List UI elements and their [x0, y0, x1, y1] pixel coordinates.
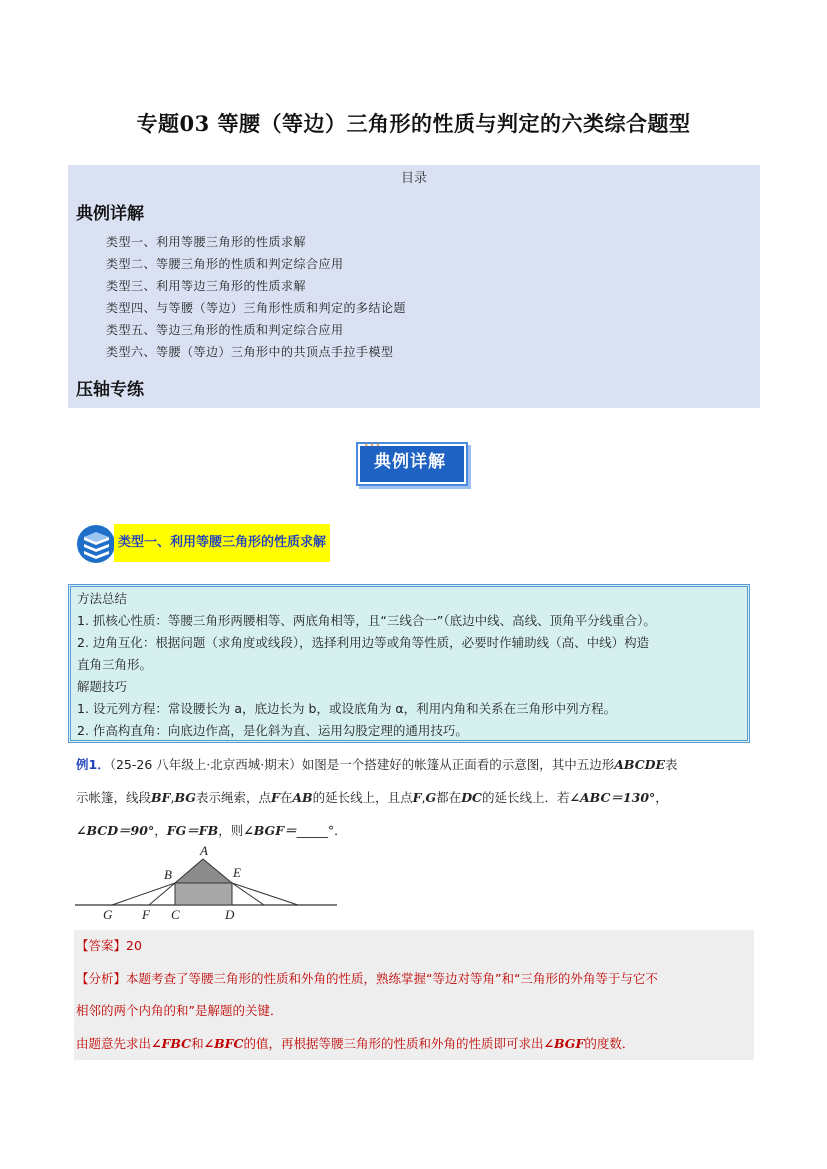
- example-line-1: [76, 748, 756, 781]
- example-text: °．: [327, 823, 347, 838]
- math-expr: ∠FBC: [151, 1036, 192, 1051]
- method-line: 2. 作高构直角：向底边作高，是化斜为直、运用勾股定理的通用技巧。: [77, 723, 468, 738]
- example-text: 都在: [436, 790, 462, 805]
- analysis-line: 【分析】本题考查了等腰三角形的性质和外角的性质，熟练掌握“等边对等角”和“三角形的外角等于与它不: [76, 971, 658, 986]
- math-expr: F: [270, 790, 280, 805]
- books-stack-icon: [76, 524, 116, 564]
- banner-title: 典例详解: [374, 452, 446, 472]
- example-text: ，则: [218, 823, 244, 838]
- example-line-2: [76, 781, 756, 814]
- toc-heading: 目录: [400, 171, 427, 186]
- method-line: 解题技巧: [77, 679, 128, 694]
- point-label-b: B: [164, 867, 172, 882]
- analysis-line: 相邻的两个内角的和”是解题的关键．: [76, 1003, 283, 1018]
- method-summary-box: [68, 584, 750, 743]
- math-expr: ∠ABC＝130°: [569, 790, 656, 805]
- toc-section-practice[interactable]: 压轴专练: [76, 380, 144, 400]
- toc-item-type6[interactable]: 类型六、等腰（等边）三角形中的共顶点手拉手模型: [106, 345, 394, 359]
- example-1: [76, 748, 756, 847]
- point-label-g: G: [103, 907, 113, 922]
- toc-item-type2[interactable]: 类型二、等腰三角形的性质和判定综合应用: [106, 257, 344, 271]
- example-text: 在: [279, 790, 293, 805]
- method-line: 2. 边角互化：根据问题（求角度或线段），选择利用边等或角等性质，必要时作辅助线（高、中线）构造: [77, 635, 650, 650]
- method-line: 方法总结: [77, 591, 128, 606]
- answer-blank: _____: [296, 823, 328, 838]
- example-text: ，: [655, 790, 668, 805]
- math-expr: ∠BGF: [543, 1036, 585, 1051]
- rope-e-far: [232, 883, 298, 905]
- math-expr: ∠BFC: [203, 1036, 244, 1051]
- math-expr: DC: [461, 790, 482, 805]
- toc-item-type5[interactable]: 类型五、等边三角形的性质和判定综合应用: [106, 323, 344, 337]
- answer-analysis-box: [74, 930, 754, 1060]
- answer-value: 20: [126, 938, 142, 953]
- tent-diagram: [72, 843, 338, 923]
- example-text: 的延长线上，且点: [312, 790, 413, 805]
- point-label-e: E: [233, 865, 241, 880]
- point-label-c: C: [171, 907, 180, 922]
- example-text: 的延长线上．若: [481, 790, 570, 805]
- math-expr: G: [425, 790, 437, 805]
- example-text: ，: [154, 823, 167, 838]
- analysis-line: [76, 1034, 634, 1052]
- rope-e-right: [232, 883, 264, 905]
- toc-item-type3[interactable]: 类型三、利用等边三角形的性质求解: [106, 279, 307, 293]
- rope-bf: [149, 883, 175, 905]
- page-title: 专题03 等腰（等边）三角形的性质与判定的六类综合题型: [136, 111, 691, 136]
- point-label-f: F: [142, 907, 150, 922]
- tent-roof: [175, 859, 232, 883]
- analysis-text: 的度数．: [584, 1036, 635, 1051]
- math-expr: BF: [151, 790, 171, 805]
- method-line: 1. 设元列方程：常设腰长为 a，底边长为 b，或设底角为 α，利用内角和关系在三角形中列方程。: [77, 701, 617, 716]
- example-number: 例1．: [76, 757, 110, 772]
- method-line: 直角三角形。: [77, 657, 153, 672]
- math-expr: AB: [292, 790, 313, 805]
- point-label-a: A: [200, 843, 208, 858]
- math-expr: ∠BGF＝: [243, 823, 297, 838]
- math-expr: BG: [174, 790, 196, 805]
- answer-label: 【答案】: [76, 938, 127, 953]
- example-text: ,: [421, 790, 426, 805]
- math-expr: ABCDE: [614, 757, 666, 772]
- section-banner: [358, 441, 466, 483]
- example-text: （25-26 八年级上·北京西城·期末）如图是一个搭建好的帐篷从正面看的示意图，其中五边形: [109, 757, 615, 772]
- banner-dots: •••: [364, 441, 382, 450]
- point-label-d: D: [225, 907, 235, 922]
- example-text: ,: [170, 790, 175, 805]
- type1-heading: 类型一、利用等腰三角形的性质求解: [114, 524, 330, 562]
- toc-item-type4[interactable]: 类型四、与等腰（等边）三角形性质和判定的多结论题: [106, 301, 407, 315]
- analysis-text: 由题意先求出: [76, 1036, 152, 1051]
- analysis-text: 的值，再根据等腰三角形的性质和外角的性质即可求出: [243, 1036, 544, 1051]
- example-text: 示帐篷，线段: [76, 790, 152, 805]
- example-text: 表示绳索，点: [195, 790, 271, 805]
- rope-bg: [112, 883, 175, 905]
- tent-body: [175, 883, 232, 905]
- answer-line: [76, 936, 142, 954]
- toc-section-examples[interactable]: 典例详解: [76, 204, 144, 224]
- math-expr: FG＝FB: [166, 823, 219, 838]
- toc-item-type1[interactable]: 类型一、利用等腰三角形的性质求解: [106, 235, 307, 249]
- table-of-contents: [68, 165, 760, 408]
- math-expr: F: [412, 790, 422, 805]
- example-text: 表: [665, 757, 678, 772]
- analysis-text: 和: [191, 1036, 204, 1051]
- math-expr: ∠BCD＝90°: [76, 823, 155, 838]
- method-line: 1. 抓核心性质：等腰三角形两腰相等、两底角相等，且“三线合一”（底边中线、高线、顶角平分线重合）。: [77, 613, 656, 628]
